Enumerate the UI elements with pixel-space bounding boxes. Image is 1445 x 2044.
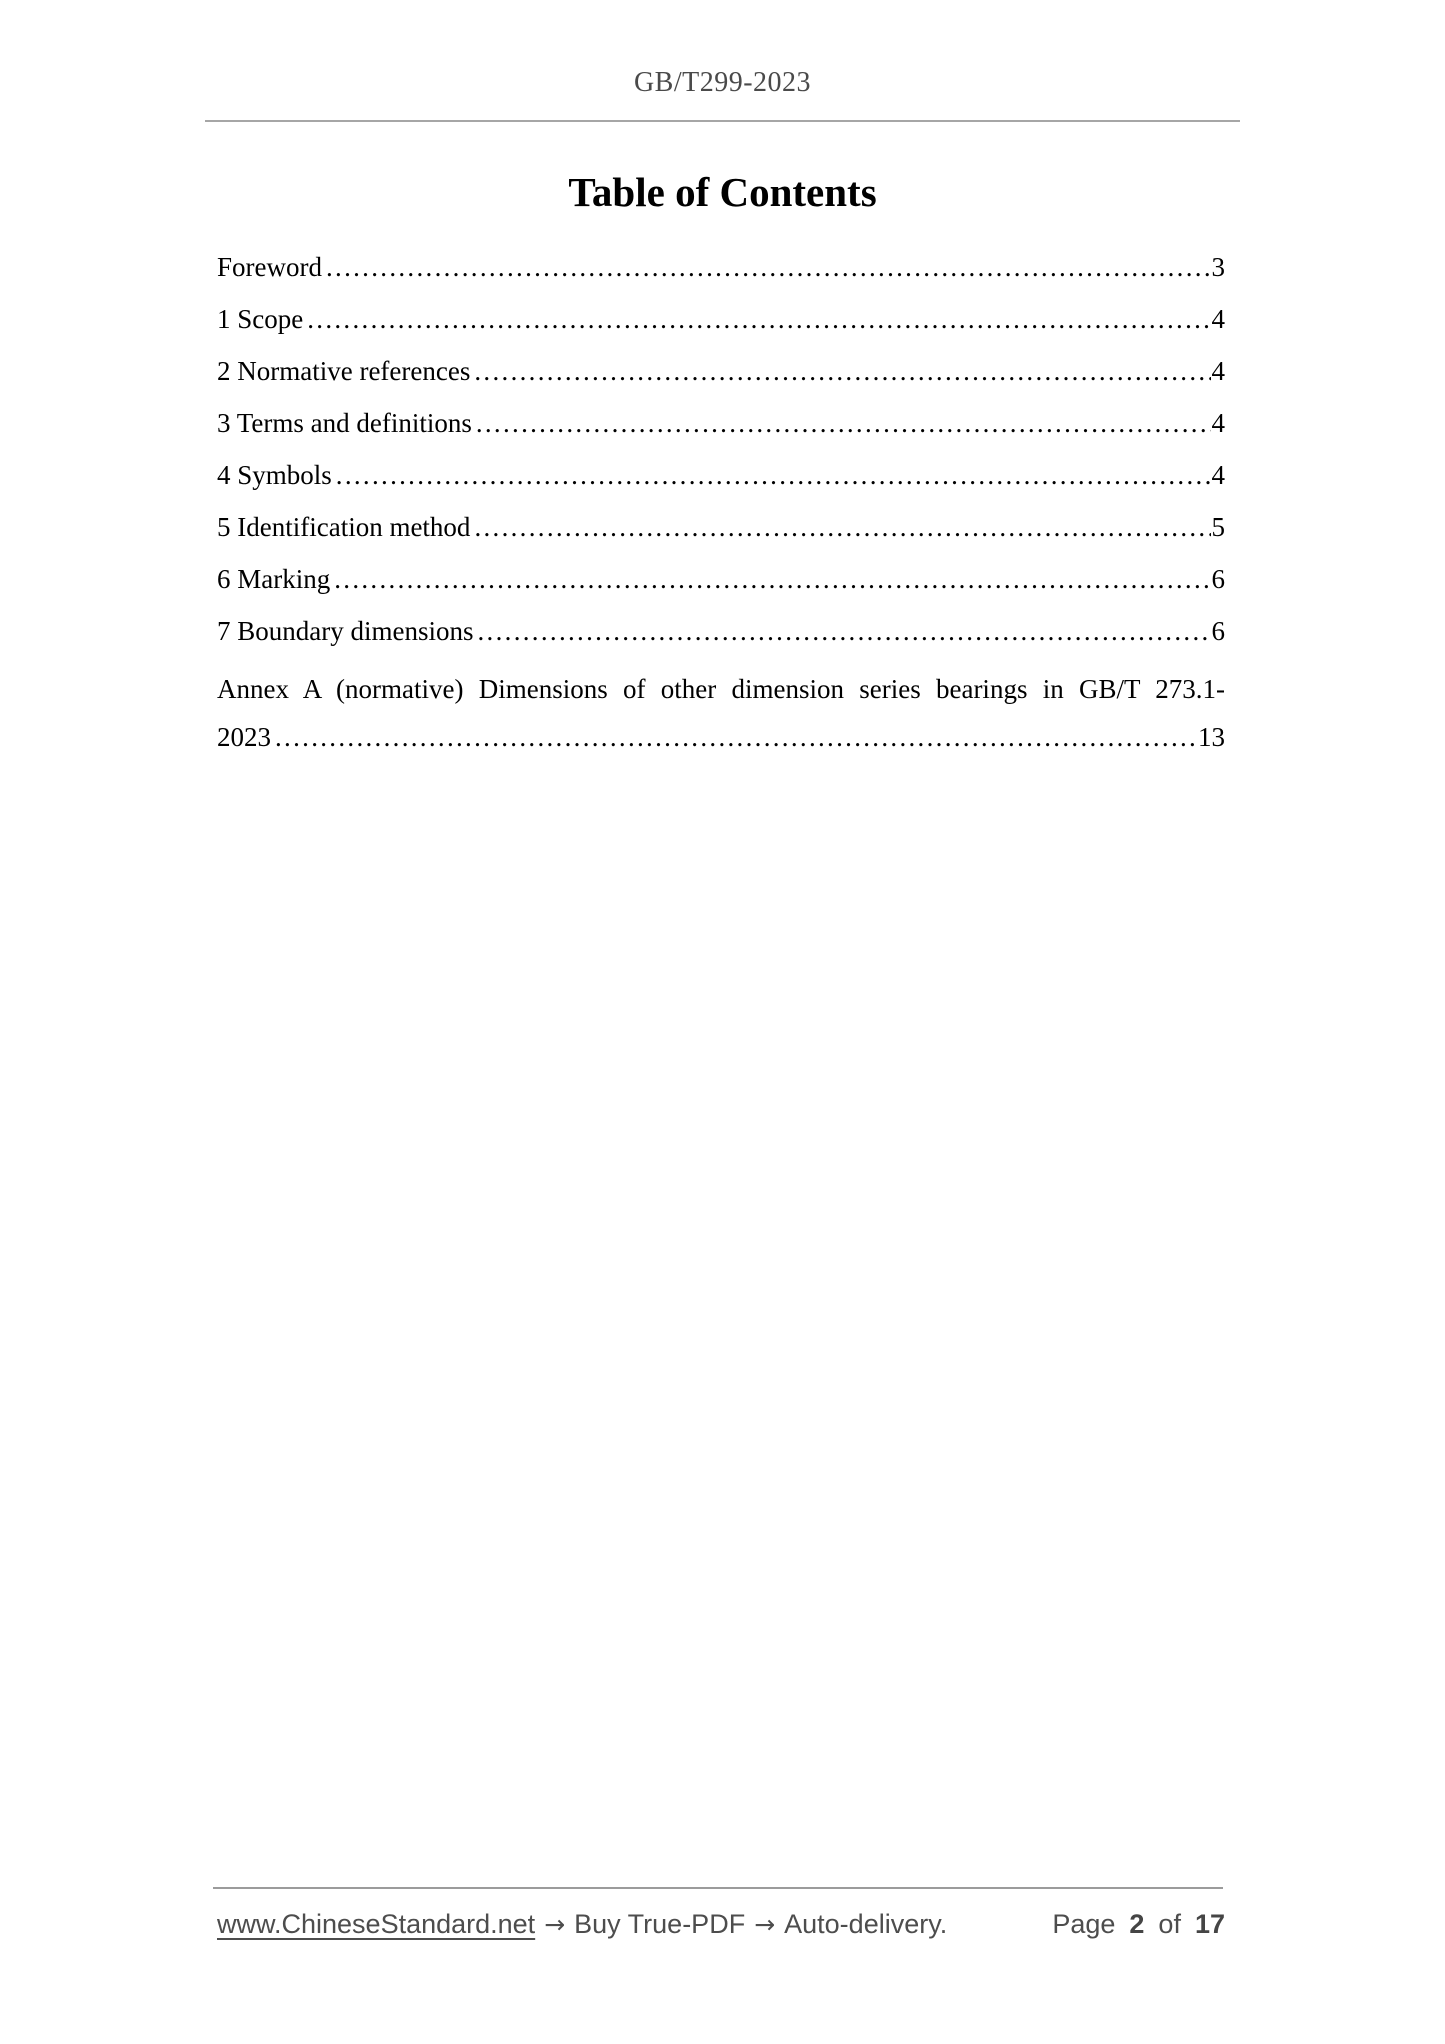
toc-entry bbox=[217, 250, 1225, 284]
toc-entry bbox=[217, 458, 1225, 492]
dot-leader bbox=[326, 250, 1211, 284]
doc-number: GB/T299-2023 bbox=[633, 67, 812, 98]
toc-entry bbox=[217, 302, 1225, 336]
dot-leader bbox=[474, 354, 1210, 388]
page-total: 17 bbox=[1194, 1909, 1225, 1939]
dot-leader bbox=[336, 458, 1211, 492]
dot-leader bbox=[476, 406, 1211, 440]
annex-title-line: Annex A (normative) Dimensions of other dimension series bearings in GB/T 273.1- bbox=[217, 674, 1225, 704]
toc-page-number: 4 bbox=[1211, 356, 1225, 386]
toc-page-number: 6 bbox=[1211, 564, 1225, 594]
footer bbox=[217, 1904, 1225, 1945]
toc-entry-label: 2 Normative references bbox=[217, 356, 471, 386]
footer-action-buy: Buy True-PDF bbox=[574, 1909, 746, 1939]
toc-entry-label: 2023 bbox=[217, 722, 271, 752]
toc-entry-annex bbox=[217, 672, 1225, 754]
toc-entry bbox=[217, 354, 1225, 388]
dot-leader bbox=[474, 510, 1210, 544]
toc-entry bbox=[217, 562, 1225, 596]
toc-entry-label: 3 Terms and definitions bbox=[217, 408, 472, 438]
toc-page-number: 4 bbox=[1211, 460, 1225, 490]
page-label: Page bbox=[1052, 1909, 1116, 1939]
page-title: Table of Contents bbox=[568, 169, 877, 215]
page-current: 2 bbox=[1129, 1909, 1145, 1939]
toc-entry-label: 4 Symbols bbox=[217, 460, 332, 490]
toc-page-number: 4 bbox=[1211, 304, 1225, 334]
toc-list bbox=[217, 250, 1225, 754]
toc-page-number: 6 bbox=[1211, 616, 1225, 646]
page-indicator bbox=[1052, 1904, 1225, 1944]
toc-page-number: 4 bbox=[1211, 408, 1225, 438]
footer-info bbox=[217, 1904, 947, 1945]
toc-entry-label: 6 Marking bbox=[217, 564, 331, 594]
toc-entry bbox=[217, 510, 1225, 544]
toc-page-number: 13 bbox=[1198, 722, 1225, 752]
toc-entry bbox=[217, 614, 1225, 648]
footer-divider bbox=[213, 1887, 1223, 1889]
footer-link[interactable]: www.ChineseStandard.net bbox=[217, 1909, 536, 1939]
toc-entry-label: 5 Identification method bbox=[217, 512, 471, 542]
toc-entry-label: Foreword bbox=[217, 252, 322, 282]
annex-continuation-line bbox=[217, 720, 1225, 754]
dot-leader bbox=[307, 302, 1210, 336]
dot-leader bbox=[334, 562, 1210, 596]
dot-leader bbox=[478, 614, 1211, 648]
toc-entry bbox=[217, 406, 1225, 440]
dot-leader bbox=[275, 720, 1197, 754]
of-label: of bbox=[1158, 1909, 1181, 1939]
arrow-right-icon: → bbox=[754, 1910, 776, 1939]
footer-action-delivery: Auto-delivery. bbox=[784, 1909, 948, 1939]
toc-entry-label: 1 Scope bbox=[217, 304, 304, 334]
toc-page-number: 3 bbox=[1211, 252, 1225, 282]
toc-page-number: 5 bbox=[1211, 512, 1225, 542]
arrow-right-icon: → bbox=[544, 1910, 566, 1939]
toc-entry-label: 7 Boundary dimensions bbox=[217, 616, 474, 646]
header-divider bbox=[205, 120, 1240, 122]
